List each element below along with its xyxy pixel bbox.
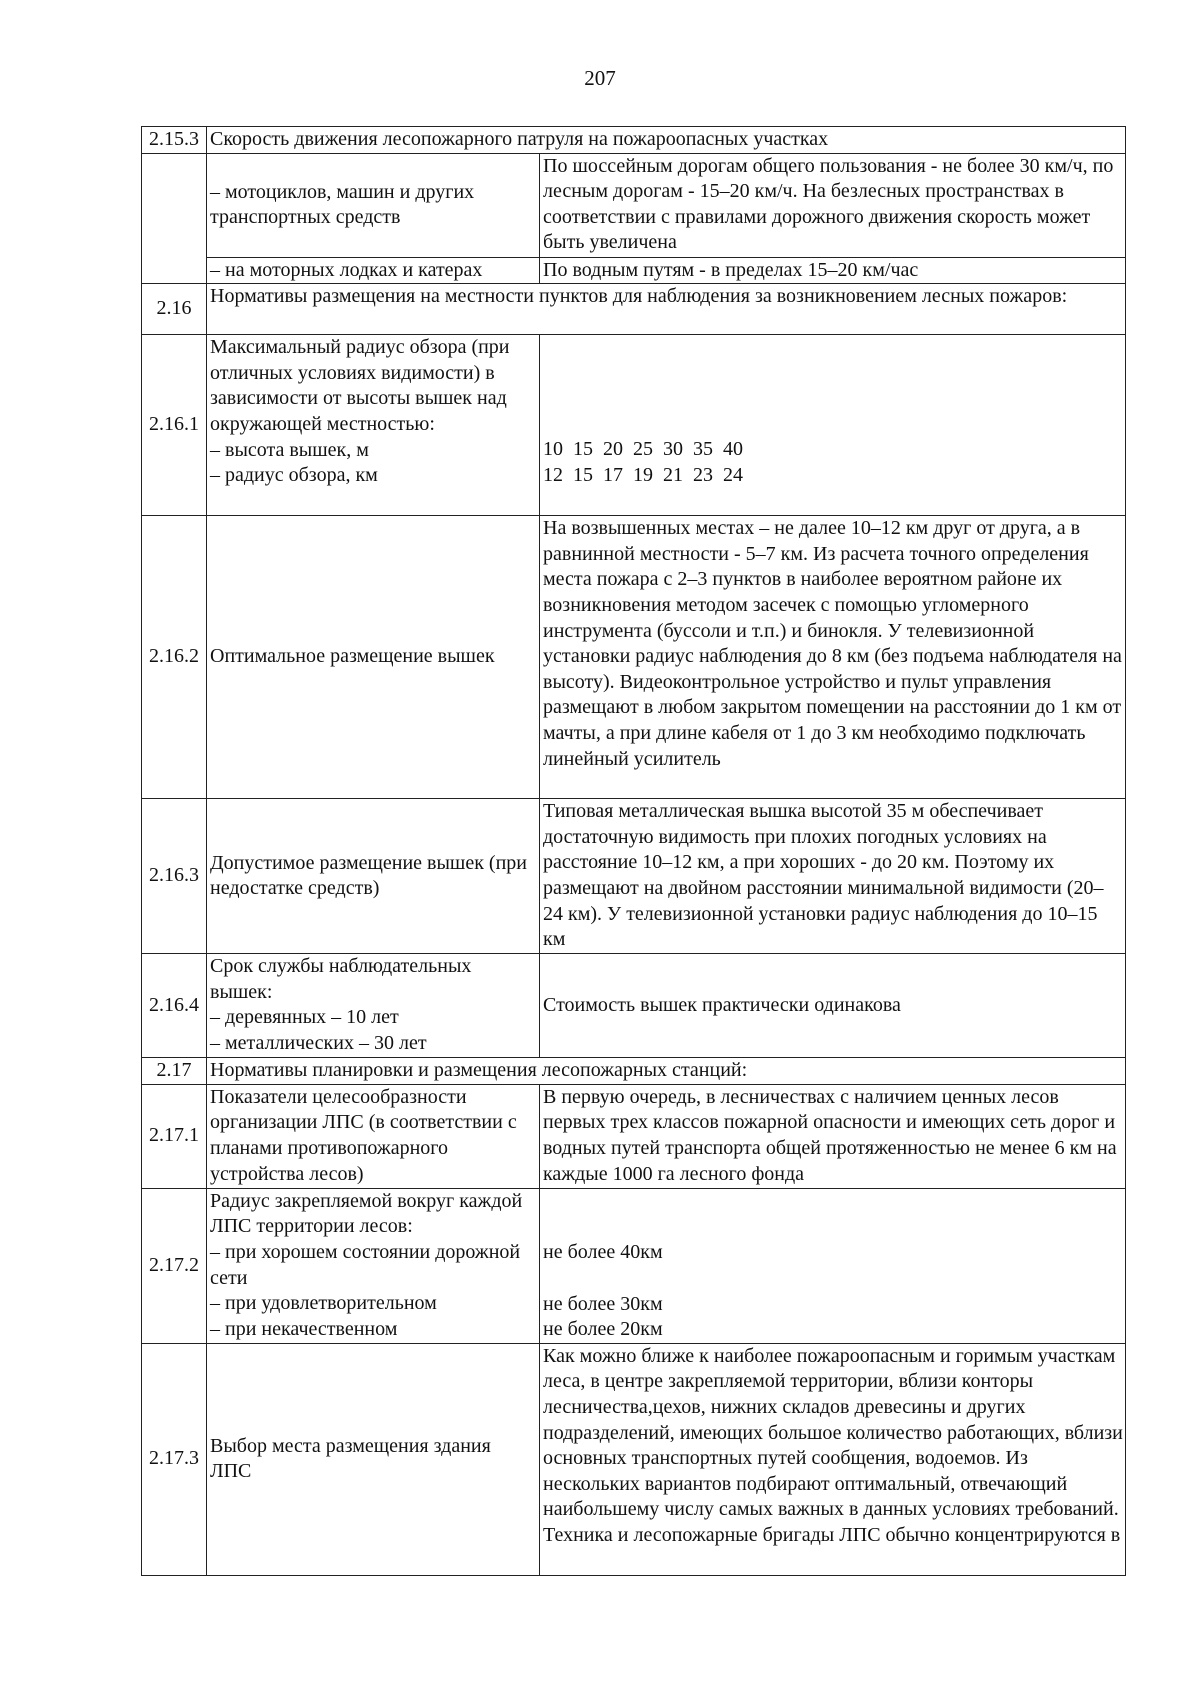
parameter-name: – на моторных лодках и катерах xyxy=(207,257,540,284)
row-number: 2.16.4 xyxy=(142,954,207,1058)
row-number: 2.16 xyxy=(142,284,207,335)
row-number: 2.17 xyxy=(142,1058,207,1085)
table-row xyxy=(142,1188,1126,1343)
parameter-name: Радиус закрепляемой вокруг каждой ЛПС территории лесов: – при хорошем состоянии дорожной сети – при удовлетворительном – при некачественном xyxy=(207,1188,540,1343)
parameter-value: Стоимость вышек практически одинакова xyxy=(540,954,1126,1058)
section-heading: Нормативы размещения на местности пунктов для наблюдения за возникновением лесных пожаров: xyxy=(207,284,1126,335)
table-row xyxy=(142,1343,1126,1575)
parameter-value: 10 15 20 25 30 35 40 12 15 17 19 21 23 24 xyxy=(540,335,1126,516)
table-row xyxy=(142,335,1126,516)
table-row xyxy=(142,127,1126,154)
parameter-value: На возвышенных местах – не далее 10–12 км друг от друга, а в равнинной местности - 5–7 км. Из расчета точного определения места пожара с 2–3 пунктов в наиболее вероятном районе их возникновения методом засечек с помощью угломерного инструмента (буссоли и т.п.) и бинокля. У телевизионной установки радиус наблюдения до 8 км (без подъема наблюдателя на высоту). Видеоконтрольное устройство и пульт управления размещают в любом закрытом помещении на расстоянии до 1 км от мачты, а при длине кабеля от 1 до 3 км необходимо подключать линейный усилитель xyxy=(540,516,1126,799)
page-number: 207 xyxy=(584,66,616,90)
table-row xyxy=(142,799,1126,954)
parameter-name: Показатели целесообразности организации ЛПС (в соответствии с планами противопожарного устройства лесов) xyxy=(207,1084,540,1188)
parameter-name: Максимальный радиус обзора (при отличных условиях видимости) в зависимости от высоты вышек над окружающей местностью: – высота вышек, м – радиус обзора, км xyxy=(207,335,540,516)
row-number xyxy=(142,153,207,284)
parameter-name: Допустимое размещение вышек (при недостатке средств) xyxy=(207,799,540,954)
row-number: 2.17.2 xyxy=(142,1188,207,1343)
row-number: 2.16.1 xyxy=(142,335,207,516)
table-row xyxy=(142,516,1126,799)
parameter-value: По водным путям - в пределах 15–20 км/час xyxy=(540,257,1126,284)
table-row xyxy=(142,153,1126,257)
parameter-name: – мотоциклов, машин и других транспортных средств xyxy=(207,153,540,257)
parameter-value: В первую очередь, в лесничествах с наличием ценных лесов первых трех классов пожарной опасности и имеющих сеть дорог и водных путей транспорта общей протяженностью не менее 6 км на каждые 1000 га лесного фонда xyxy=(540,1084,1126,1188)
parameter-name: Срок службы наблюдательных вышек: – деревянных – 10 лет – металлических – 30 лет xyxy=(207,954,540,1058)
table-row xyxy=(142,257,1126,284)
parameter-name: Оптимальное размещение вышек xyxy=(207,516,540,799)
section-heading: Нормативы планировки и размещения лесопожарных станций: xyxy=(207,1058,1126,1085)
table-row xyxy=(142,1058,1126,1085)
parameter-value: По шоссейным дорогам общего пользования - не более 30 км/ч, по лесным дорогам - 15–20 км/ч. На безлесных пространствах в соответствии с правилами дорожного движения скорость может быть увеличена xyxy=(540,153,1126,257)
table-row xyxy=(142,1084,1126,1188)
table-row xyxy=(142,954,1126,1058)
parameter-name: Выбор места размещения здания ЛПС xyxy=(207,1343,540,1575)
row-number: 2.17.3 xyxy=(142,1343,207,1575)
parameter-value: не более 40км не более 30км не более 20км xyxy=(540,1188,1126,1343)
row-number: 2.15.3 xyxy=(142,127,207,154)
parameter-value: Типовая металлическая вышка высотой 35 м обеспечивает достаточную видимость при плохих погодных условиях на расстояние 10–12 км, а при хороших - до 20 км. Поэтому их размещают на двойном расстоянии минимальной видимости (20–24 км). У телевизионной установки радиус наблюдения до 10–15 км xyxy=(540,799,1126,954)
section-heading: Скорость движения лесопожарного патруля на пожароопасных участках xyxy=(207,127,1126,154)
table-row xyxy=(142,284,1126,335)
row-number: 2.16.3 xyxy=(142,799,207,954)
norms-table xyxy=(141,126,1126,1576)
parameter-value: Как можно ближе к наиболее пожароопасным и горимым участкам леса, в центре закрепляемой территории, вблизи конторы лесничества,цехов, нижних складов древесины и других подразделений, имеющих большое количество работающих, вблизи основных транспортных путей сообщения, водоемов. Из нескольких вариантов подбирают оптимальный, отвечающий наибольшему числу самых важных в данных условиях требований. Техника и лесопожарные бригады ЛПС обычно концентрируются в xyxy=(540,1343,1126,1575)
row-number: 2.16.2 xyxy=(142,516,207,799)
row-number: 2.17.1 xyxy=(142,1084,207,1188)
